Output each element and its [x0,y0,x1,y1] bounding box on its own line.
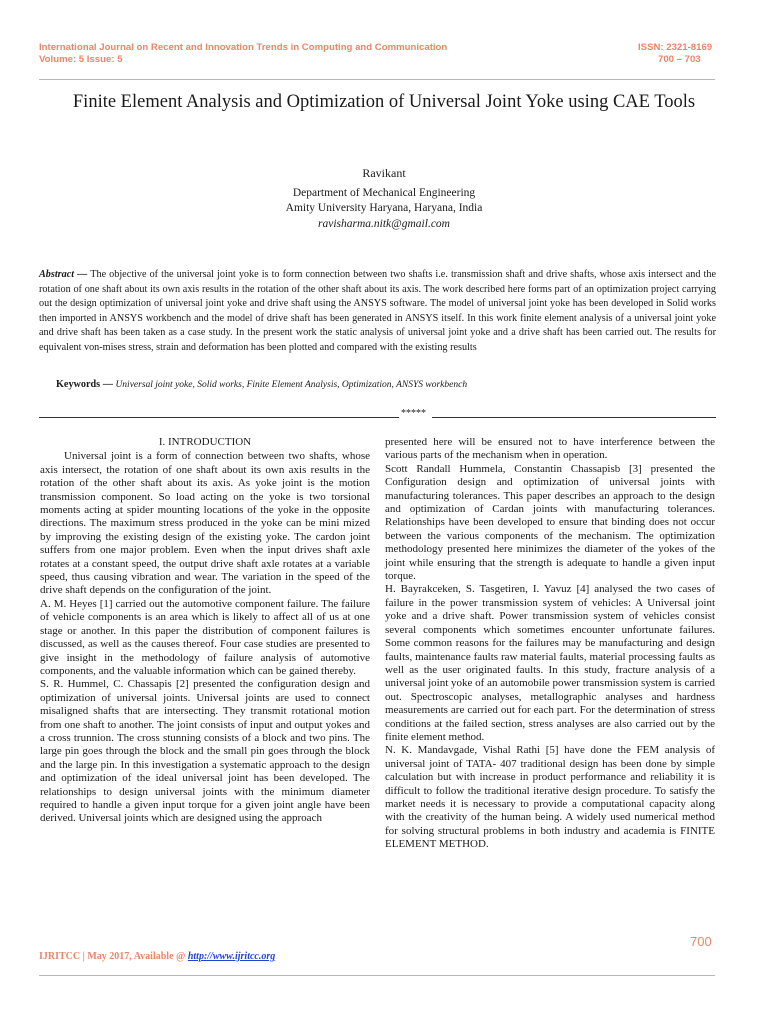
paragraph: Universal joint is a form of connection between two shafts, whose axis intersect, the rotation of one shaft about its own axis results in the rotation of the other shaft about its axis. As yoke joint is the motion transmission component. So load acting on the yoke is two torsional moments acting at spider mounting locations of the yoke in the opposite directions. The maximum stress produced in the yoke can be mini mized by improving the existing design of the existing yoke. The cardon joint suffers from one major problem. Even when the input drives shaft axle rotates at a constant speed, the output drive shaft axle rotates at a variable speed, thus causing vibration and wear. The variation in the speed of the drive shaft depends on the configuration of the joint. [40,450,370,597]
author-block [60,166,708,232]
journal-volume: Volume: 5 Issue: 5 [39,54,123,65]
author-department: Department of Mechanical Engineering [292,186,476,199]
author-email: ravisharma.nitk@gmail.com [318,217,450,230]
keywords-label: Keywords — [56,379,113,390]
separator-stars: ***** [401,408,426,419]
journal-header [39,42,447,66]
right-column [385,436,715,852]
abstract-label: Abstract — [39,269,88,280]
footer-link[interactable]: http://www.ijritcc.org [187,951,276,962]
paragraph: presented here will be ensured not to have interference between the various parts of the mechanism when in operation. [385,436,715,462]
abstract-text: The objective of the universal joint yoke is to form connection between two shafts i.e. transmission shaft and drive shafts, whose axis intersect and the rotation of one shaft about its own axis results in the rotation of the other shaft about its axis. The work described here forms part of an optimization project carrying out the design optimization of universal joint yoke and drive shaft using the ANSYS software. The model of universal joint yoke has been developed in Solid works then imported in ANSYS workbench and the model of drive shaft has been generated in ANSYS itself. In this work finite element analysis of a universal joint yoke and drive shaft has been taken as a case study. In the present work the static analysis of universal joint yoke and a drive shaft has been carried out. The results for equivalent von-mises stress, strain and deformation has been plotted and compared with the existing results [39,269,716,353]
section-separator [39,408,716,422]
footer-prefix: IJRITCC | May 2017, Available @ [39,951,188,962]
journal-pages: 700 – 703 [658,54,701,65]
keywords [56,378,716,392]
author-name: Ravikant [362,166,406,180]
abstract [39,268,716,355]
journal-issn-block [638,42,712,66]
paragraph: Scott Randall Hummela, Constantin Chassapisb [3] presented the Configuration design and optimization of universal joints with manufacturing tolerances. This paper describes an approach to the design and optimization of Cardan joints with manufacturing tolerances. Relationships have been developed to ensure that binding does not occur between the various components of the mechanism. The optimization methodology presented here minimizes the diameter of the yokes of the joint while ensuring that the strength is adequate to handle a given input torque. [385,462,715,583]
separator-line-right [432,417,716,418]
header-rule [39,79,715,80]
footer-rule [39,975,715,976]
paragraph: N. K. Mandavgade, Vishal Rathi [5] have done the FEM analysis of universal joint of TATA- 407 traditional design has been done by simple calculation but with increase in product performance and reliability it is difficult to follow the traditional iterative design procedure. To satisfy the market needs it is necessary to provide a computational capacity along with the creativity of the human being. A widely used numerical method for solving structural problems in both industry and academia is FINITE ELEMENT METHOD. [385,744,715,851]
journal-issn: ISSN: 2321-8169 [638,42,713,53]
paragraph: H. Bayrakceken, S. Tasgetiren, I. Yavuz [4] analysed the two cases of failure in the power transmission system of vehicles: A Universal joint yoke and a drive shaft. Power transmission system of vehicles consist several components which sometimes encounter unfortunate failures. Some common reasons for the failures may be manufacturing and design faults, maintenance faults raw material faults, material processing faults as well as the user originated faults. In this study, fracture analysis of a universal joint yoke of an automobile power transmission system is carried out. Spectroscopic analyses, metallographic analyses and hardness measurements are carried out for each part. For the determination of stress conditions at the failed section, stress analyses are also carried out by the finite element method. [385,583,715,743]
separator-line-left [39,417,399,418]
keywords-text: Universal joint yoke, Solid works, Finite Element Analysis, Optimization, ANSYS workbench [115,380,468,390]
page-number: 700 [690,934,712,949]
footer [39,951,275,962]
paper-title: Finite Element Analysis and Optimization of Universal Joint Yoke using CAE Tools [72,92,696,112]
left-column [40,436,370,826]
section-heading: I. INTRODUCTION [158,436,252,448]
author-affiliation: Amity University Haryana, Haryana, India [285,202,483,214]
paragraph: S. R. Hummel, C. Chassapis [2] presented the configuration design and optimization of universal joints. Universal joints are used to connect misaligned shafts that are intersecting. They transmit rotational motion from one shaft to another. The joint consists of input and output yokes and a cross trunnion. The cross stunning consists of a block and two pins. The large pin goes through the block and the small pin goes through the block and the large pin. In this investigation a systematic approach to the design and optimization of the ideal universal joint has been developed. The relationships to design universal joints with the minimum diameter required to handle a given input torque for a given joint angle have been derived. Universal joints which are designed using the approach [40,678,370,825]
paragraph: A. M. Heyes [1] carried out the automotive component failure. The failure of vehicle components is an area which is likely to affect all of us at one stage or another. In this paper the distribution of component failures is discussed, as well as the causes thereof. Four case studies are presented to give insight in the methodology of failure analysis of automotive components, and the valuable information which can be gained thereby. [40,597,370,677]
journal-name: International Journal on Recent and Innovation Trends in Computing and Communication [39,42,448,53]
